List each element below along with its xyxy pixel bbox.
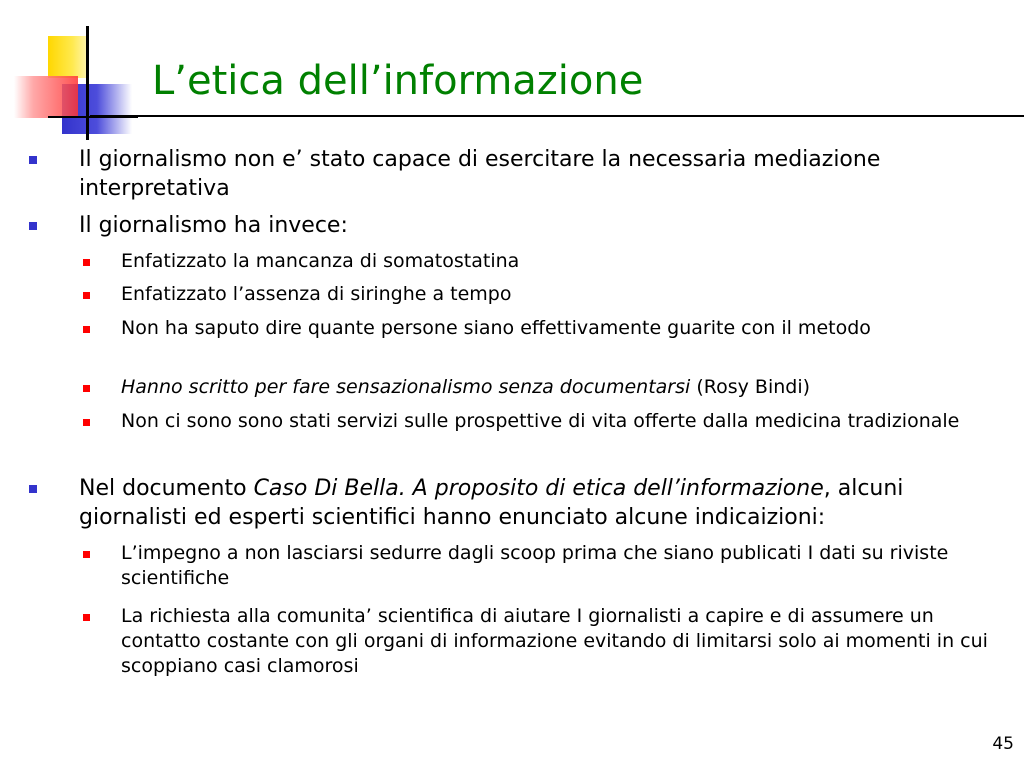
bullet-suffix: , alcuni giornalisti ed esperti scientifici hanno enunciato alcune indicaizioni: — [79, 476, 904, 530]
sub-list-item — [121, 282, 1001, 307]
sub-bullet-text: L’impegno a non lasciarsi sedurre dagli scoop prima che siano publicati I dati su riviste scientifiche — [121, 542, 949, 589]
title-underline — [90, 115, 1024, 117]
sub-bullet-square-icon — [83, 419, 90, 426]
logo-vertical-line — [86, 26, 89, 140]
sub-list-item — [121, 249, 1001, 274]
sub-bullet-square-icon — [83, 292, 90, 299]
sub-bullet-square-icon — [83, 614, 90, 621]
list-item — [79, 211, 1009, 240]
sub-list-item — [121, 604, 1001, 679]
quote-attribution: (Rosy Bindi) — [690, 376, 811, 398]
sub-bullet-text: La richiesta alla comunita’ scientifica di aiutare I giornalisti a capire e di assumere un contatto costante con gli organi di informazione evitando di limitarsi solo ai momenti in cui scoppiano casi clamorosi — [121, 605, 988, 677]
sub-bullet-text: Non ci sono sono stati servizi sulle prospettive di vita offerte dalla medicina tradizionale — [121, 410, 960, 432]
bullet-text: Il giornalismo non e’ stato capace di esercitare la necessaria mediazione interpretativa — [79, 147, 881, 201]
slide-title: L’etica dell’informazione — [152, 58, 644, 104]
bullet-square-icon — [29, 485, 37, 493]
list-item — [79, 474, 1009, 532]
sub-list-item — [121, 409, 1001, 434]
sub-bullet-square-icon — [83, 259, 90, 266]
sub-list-item — [121, 375, 1001, 400]
sub-list-item — [121, 541, 1001, 591]
quote-italic-text: Hanno scritto per fare sensazionalismo senza documentarsi — [121, 376, 691, 398]
bullet-prefix: Nel documento — [79, 476, 254, 501]
sub-bullet-text: Enfatizzato la mancanza di somatostatina — [121, 250, 520, 272]
bullet-text: Il giornalismo ha invece: — [79, 213, 348, 238]
page-number: 45 — [992, 734, 1014, 754]
bullet-square-icon — [29, 222, 37, 230]
sub-bullet-text: Enfatizzato l’assenza di siringhe a tempo — [121, 283, 512, 305]
sub-list-item — [121, 316, 1001, 341]
bullet-square-icon — [29, 156, 37, 164]
sub-bullet-square-icon — [83, 326, 90, 333]
list-item — [79, 145, 1009, 203]
sub-bullet-square-icon — [83, 551, 90, 558]
logo-red-square — [14, 76, 78, 118]
sub-bullet-square-icon — [83, 385, 90, 392]
sub-bullet-text: Non ha saputo dire quante persone siano effettivamente guarite con il metodo — [121, 317, 871, 339]
logo-yellow-square — [48, 36, 88, 78]
document-title-italic: Caso Di Bella. A proposito di etica dell’informazione — [253, 476, 824, 501]
logo-squares-decoration — [0, 0, 150, 150]
